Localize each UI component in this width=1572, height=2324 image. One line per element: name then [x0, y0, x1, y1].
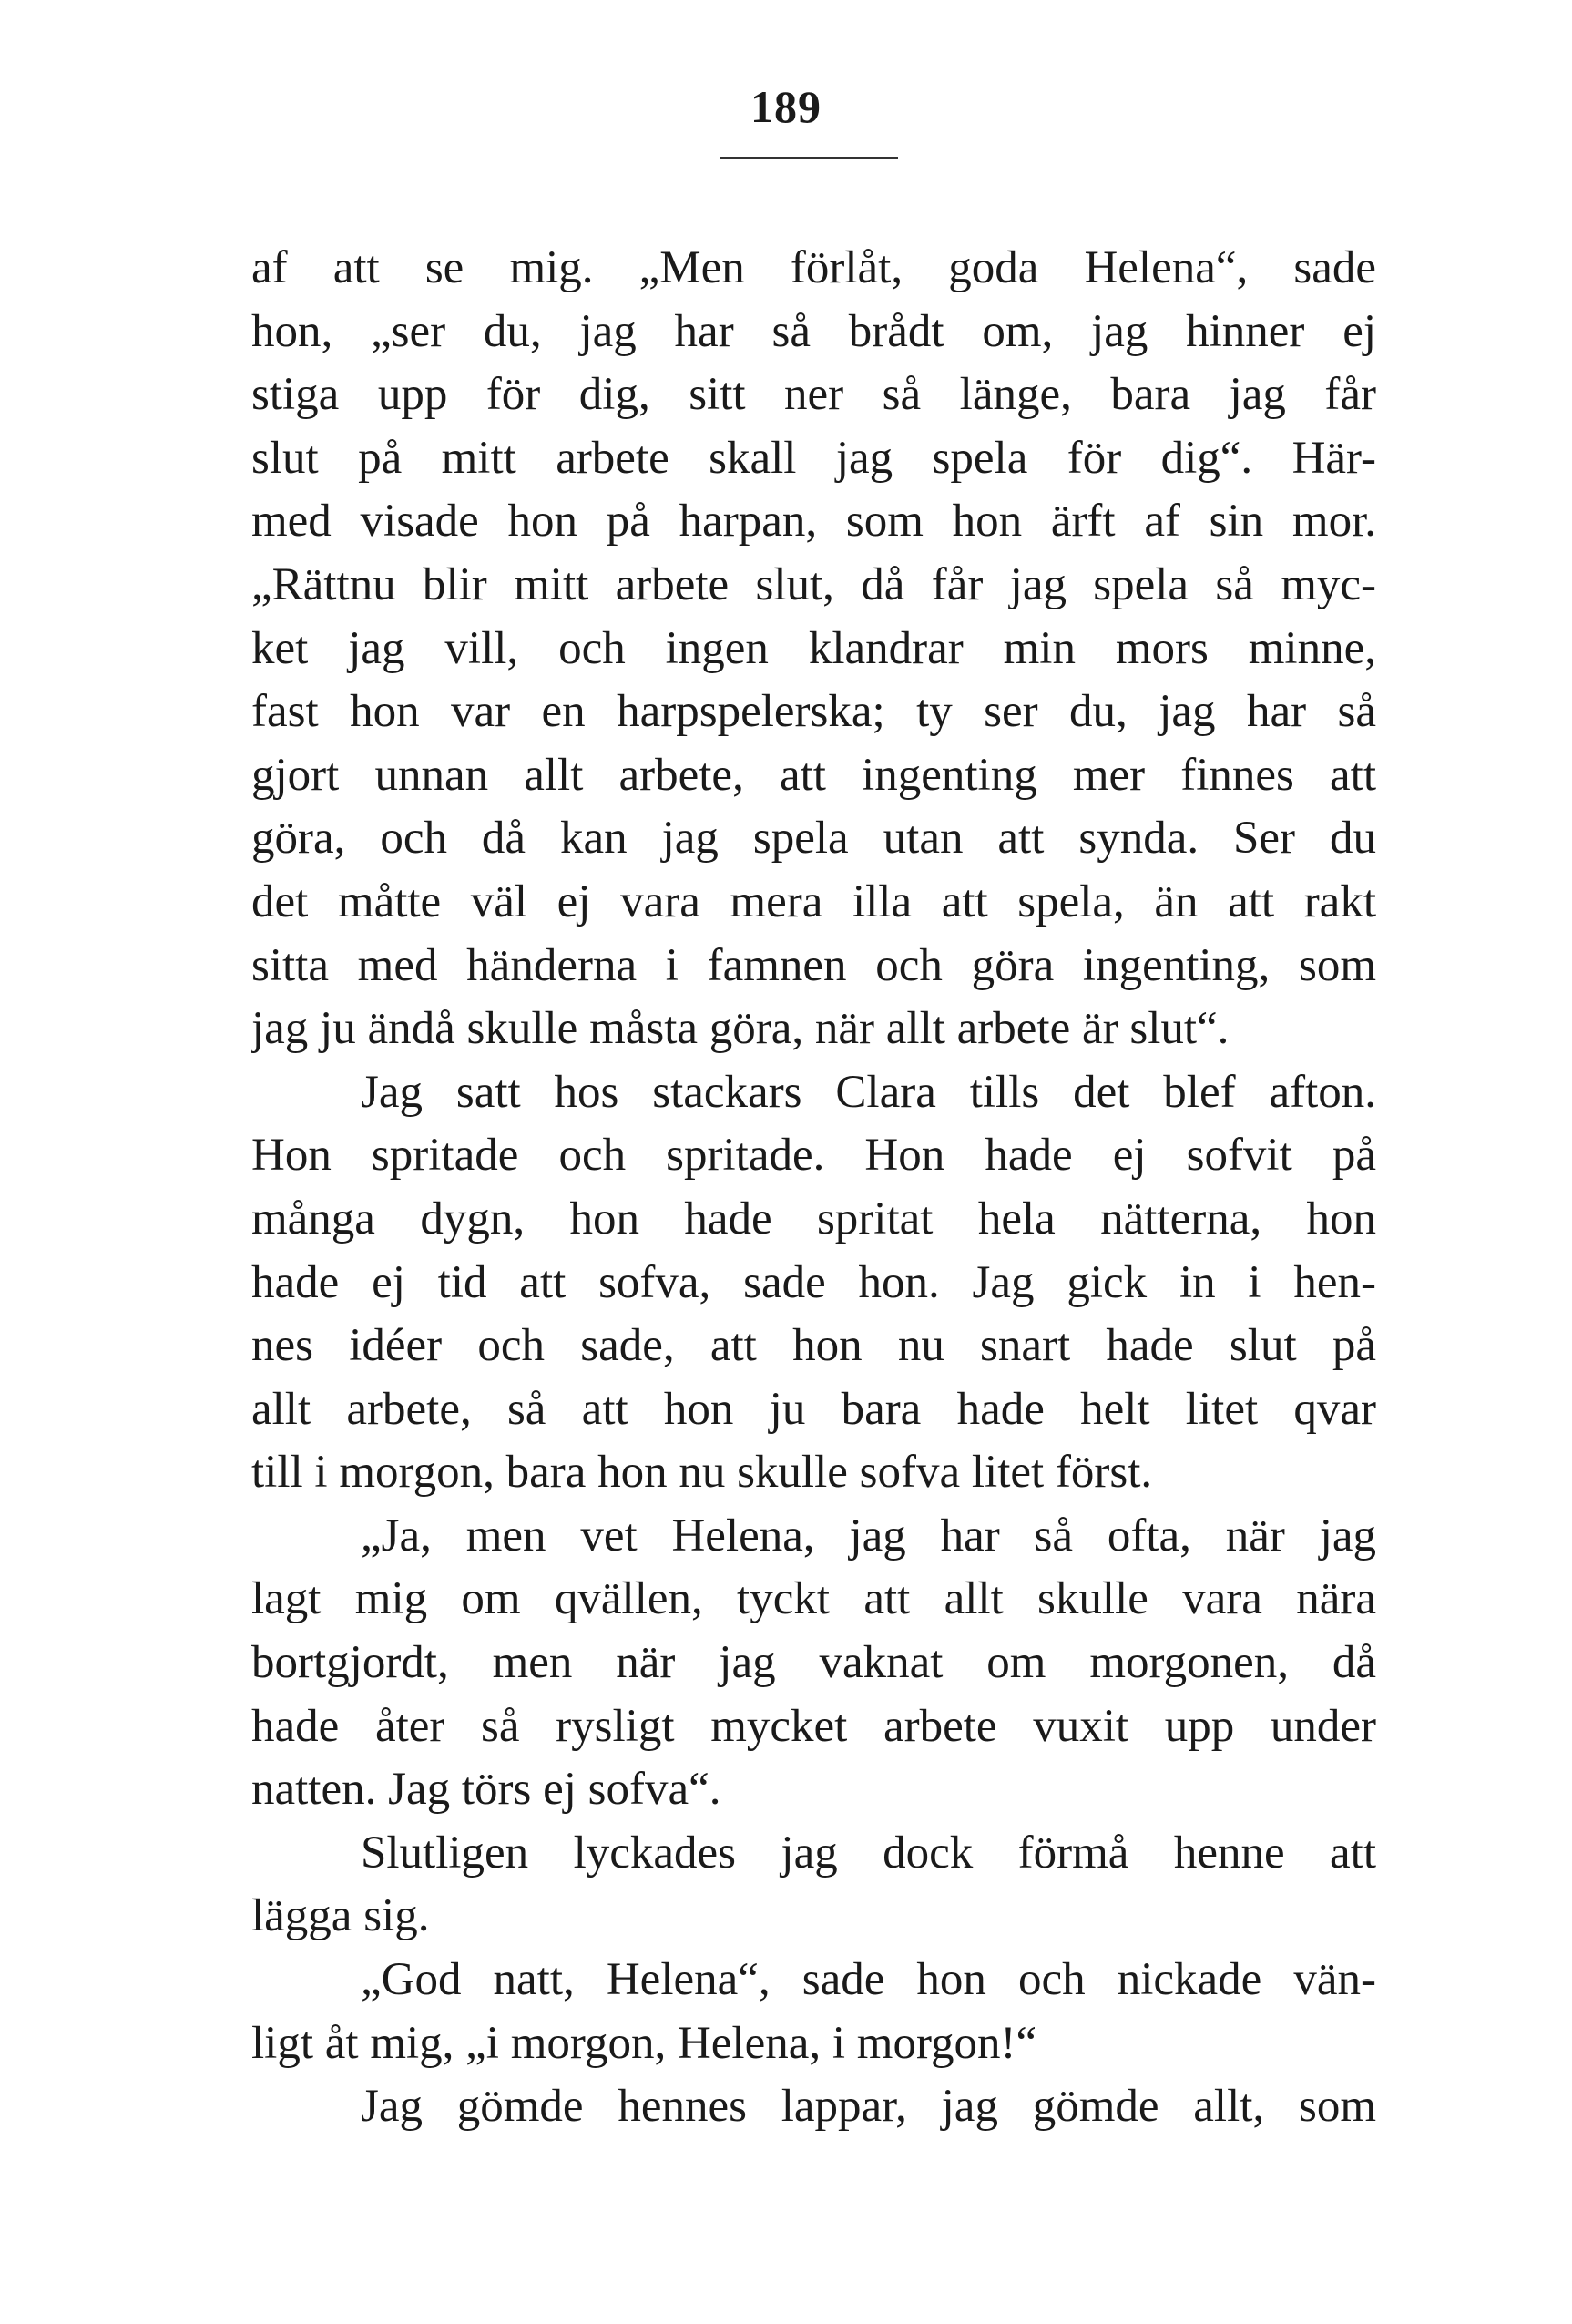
text-line: nes idéer och sade, att hon nu snart hade slut på: [251, 1320, 1376, 1372]
text-line: ligt åt mig, „i morgon, Helena, i morgon!“: [251, 2017, 1037, 2069]
text-line: „God natt, Helena“, sade hon och nickade vän-: [361, 1954, 1376, 2006]
body-text: [251, 237, 1376, 2139]
page-number: 189: [750, 81, 822, 132]
text-line: många dygn, hon hade spritat hela nätterna, hon: [251, 1193, 1376, 1244]
text-line: lagt mig om qvällen, tyckt att allt skulle vara nära: [251, 1573, 1376, 1625]
text-line: hade åter så rysligt mycket arbete vuxit upp under: [251, 1700, 1376, 1752]
text-line: Jag gömde hennes lappar, jag gömde allt, som: [361, 2081, 1376, 2133]
text-line: slut på mitt arbete skall jag spela för dig“. Här-: [251, 432, 1376, 484]
text-line: jag ju ändå skulle måsta göra, när allt arbete är slut“.: [251, 1003, 1230, 1055]
text-line: bortgjordt, men när jag vaknat om morgonen, då: [251, 1637, 1376, 1689]
text-line: hade ej tid att sofva, sade hon. Jag gick in i hen-: [251, 1256, 1376, 1308]
text-line: natten. Jag törs ej sofva“.: [251, 1764, 721, 1816]
text-line: ket jag vill, och ingen klandrar min mors minne,: [251, 622, 1376, 674]
text-line: „Rättnu blir mitt arbete slut, då får jag spela så myc-: [251, 558, 1376, 610]
text-line: stiga upp för dig, sitt ner så länge, bara jag får: [251, 369, 1376, 421]
text-line: hon, „ser du, jag har så brådt om, jag hinner ej: [251, 305, 1376, 357]
text-line: göra, och då kan jag spela utan att synda. Ser du: [251, 813, 1376, 865]
header-rule: [720, 157, 898, 159]
text-line: sitta med händerna i famnen och göra ingenting, som: [251, 939, 1376, 991]
text-line: allt arbete, så att hon ju bara hade helt litet qvar: [251, 1383, 1376, 1435]
text-line: det måtte väl ej vara mera illa att spela, än att rakt: [251, 875, 1376, 927]
text-line: med visade hon på harpan, som hon ärft af sin mor.: [251, 496, 1376, 548]
text-line: lägga sig.: [251, 1890, 430, 1942]
text-line: gjort unnan allt arbete, att ingenting mer finnes att: [251, 749, 1376, 801]
text-line: „Ja, men vet Helena, jag har så ofta, när jag: [361, 1510, 1376, 1561]
text-line: Jag satt hos stackars Clara tills det blef afton.: [361, 1066, 1376, 1118]
text-line: Hon spritade och spritade. Hon hade ej sofvit på: [251, 1130, 1376, 1182]
text-line: fast hon var en harpspelerska; ty ser du, jag har så: [251, 686, 1376, 738]
text-line: till i morgon, bara hon nu skulle sofva litet först.: [251, 1447, 1153, 1499]
text-line: Slutligen lyckades jag dock förmå henne att: [361, 1827, 1376, 1879]
text-line: af att se mig. „Men förlåt, goda Helena“, sade: [251, 242, 1376, 293]
